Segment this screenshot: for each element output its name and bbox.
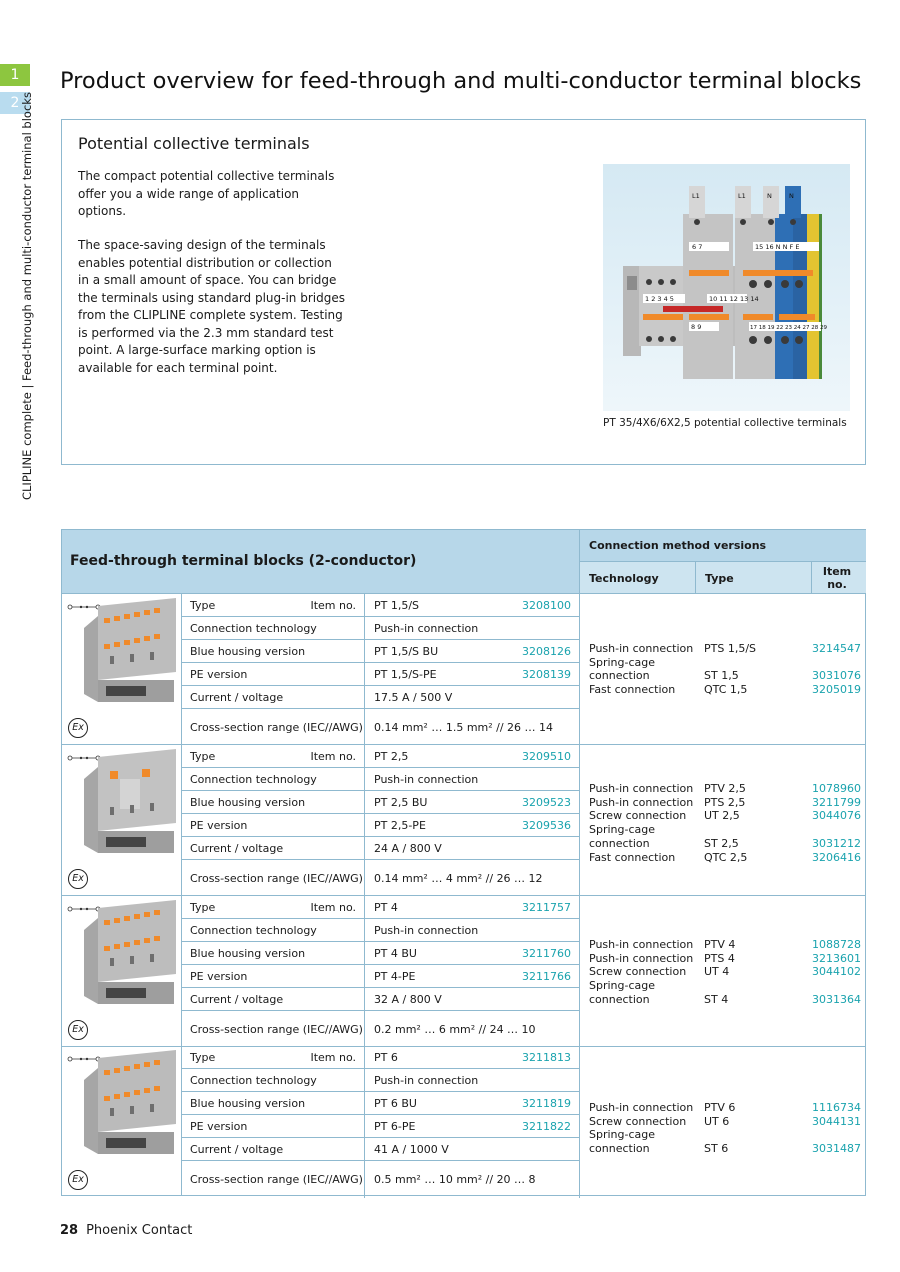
spec-label: Connection technology <box>190 924 317 937</box>
connection-item-number[interactable]: 3211799 <box>812 795 861 809</box>
connection-technology: Spring-cage connection <box>589 823 656 850</box>
connection-row <box>589 642 861 656</box>
spec-value: PT 4-PE <box>374 970 416 983</box>
spec-value-cell <box>366 896 580 918</box>
product-image-cell <box>62 594 182 744</box>
spec-value: PT 1,5/S-PE <box>374 668 437 681</box>
spec-value-cell <box>366 814 580 836</box>
spec-row <box>182 640 580 663</box>
column-header-technology <box>580 562 696 594</box>
connection-row <box>589 851 861 865</box>
connection-row <box>589 938 861 952</box>
spec-row <box>182 814 580 837</box>
item-number-link[interactable]: 3208139 <box>522 668 571 681</box>
spec-value: Push-in connection <box>374 924 479 937</box>
connection-list <box>589 938 861 1007</box>
item-number-link[interactable]: 3211760 <box>522 947 571 960</box>
spec-label-cell <box>182 791 365 813</box>
spec-label: Cross-section range (IEC//AWG) <box>190 721 363 734</box>
product-group <box>62 1046 866 1197</box>
spec-value-cell <box>366 617 580 639</box>
spec-row <box>182 594 580 617</box>
photo-label-top-2: L1 <box>738 192 746 200</box>
spec-label-cell <box>182 860 365 897</box>
spec-value: PT 2,5 BU <box>374 796 428 809</box>
connection-row <box>589 823 861 850</box>
connection-type: UT 4 <box>704 965 730 979</box>
spec-label: Connection technology <box>190 1074 317 1087</box>
spec-value: PT 1,5/S <box>374 599 420 612</box>
product-group <box>62 594 866 745</box>
spec-label-cell <box>182 814 365 836</box>
column-header-item-no <box>812 562 866 594</box>
spec-label: PE version <box>190 668 248 681</box>
connection-technology: Fast connection <box>589 850 676 864</box>
ex-approval-icon: Ex <box>68 718 88 738</box>
spec-value: 32 A / 800 V <box>374 993 442 1006</box>
spec-value-cell <box>366 1069 580 1091</box>
connection-row <box>589 656 861 683</box>
spec-label: Blue housing version <box>190 947 306 960</box>
photo-caption: PT 35/4X6/6X2,5 potential collective terminals <box>603 417 847 429</box>
spec-label: PE version <box>190 970 248 983</box>
spec-label-cell <box>182 988 365 1010</box>
connection-technology: Push-in connection <box>589 951 694 965</box>
spec-row <box>182 1161 580 1198</box>
spec-row <box>182 791 580 814</box>
intro-heading: Potential collective terminals <box>78 134 310 153</box>
spec-sublabel: Item no. <box>310 599 356 612</box>
spec-value: PT 4 <box>374 901 398 914</box>
item-number-link[interactable]: 3209523 <box>522 796 571 809</box>
item-number-link[interactable]: 3211819 <box>522 1097 571 1110</box>
spec-value-cell <box>366 860 580 897</box>
spec-value-cell <box>366 837 580 859</box>
ex-approval-icon: Ex <box>68 1020 88 1040</box>
terminal-assembly-illustration <box>603 164 850 411</box>
connection-type: PTV 6 <box>704 1101 736 1114</box>
connection-item-number[interactable]: 3214547 <box>812 642 861 655</box>
spec-label: Cross-section range (IEC//AWG) <box>190 872 363 885</box>
connection-item-number[interactable]: 3044102 <box>812 965 861 979</box>
spec-row <box>182 896 580 919</box>
photo-label-row2: 1 2 3 4 5 <box>645 295 674 303</box>
spec-row <box>182 919 580 942</box>
photo-label-top-1: L1 <box>692 192 700 200</box>
spec-value: Push-in connection <box>374 622 479 635</box>
spec-row <box>182 617 580 640</box>
spec-value: 41 A / 1000 V <box>374 1143 449 1156</box>
spec-value-cell <box>366 1092 580 1114</box>
spec-row <box>182 768 580 791</box>
spec-label: Blue housing version <box>190 1097 306 1110</box>
photo-label-row1-right: 15 16 N N F E <box>755 243 800 251</box>
connection-type: PTS 1,5/S <box>704 642 757 655</box>
product-table <box>61 529 866 1196</box>
column-header-type-label: Type <box>705 572 734 585</box>
spec-label: Type <box>190 901 216 914</box>
terminal-block-photo <box>80 1050 178 1156</box>
connection-item-number[interactable]: 3031212 <box>812 836 861 850</box>
spec-row <box>182 1046 580 1069</box>
spec-row <box>182 965 580 988</box>
connection-list <box>589 642 861 697</box>
spec-value: Push-in connection <box>374 1074 479 1087</box>
spec-value-cell <box>366 686 580 708</box>
connection-row <box>589 809 861 823</box>
connection-item-number[interactable]: 1088728 <box>812 938 861 951</box>
spec-value-cell <box>366 965 580 987</box>
spec-label: PE version <box>190 819 248 832</box>
intro-box <box>61 119 866 465</box>
spec-label: Blue housing version <box>190 645 306 658</box>
spec-label-cell <box>182 896 365 918</box>
spec-value-cell <box>366 745 580 767</box>
connection-technology: Push-in connection <box>589 642 694 655</box>
spec-value: 0.14 mm² … 4 mm² // 26 … 12 <box>374 872 543 885</box>
spec-row <box>182 745 580 768</box>
chapter-tab-1[interactable]: 1 <box>0 64 30 86</box>
connection-row <box>589 979 861 1006</box>
connection-row <box>589 952 861 966</box>
photo-label-row3-right: 17 18 19 22 23 24 27 28 29 <box>750 325 827 331</box>
page-footer <box>60 1223 192 1238</box>
terminal-block-photo <box>80 598 178 704</box>
spec-value-cell <box>366 663 580 685</box>
product-group <box>62 745 866 896</box>
connection-technology: Spring-cage connection <box>589 979 656 1006</box>
spec-value-cell <box>366 709 580 746</box>
photo-label-top-4: N <box>789 192 794 200</box>
page-title: Product overview for feed-through and multi-conductor terminal blocks <box>60 68 862 94</box>
product-image-cell <box>62 1046 182 1196</box>
intro-paragraph-1: The compact potential collective terminals offer you a wide range of application options. <box>78 169 335 218</box>
connection-item-number[interactable]: 3044131 <box>812 1114 861 1128</box>
spec-label-cell <box>182 942 365 964</box>
spec-value: 24 A / 800 V <box>374 842 442 855</box>
spec-row <box>182 1092 580 1115</box>
ex-approval-icon: Ex <box>68 1170 88 1190</box>
spec-label-cell <box>182 663 365 685</box>
connection-list <box>589 782 861 864</box>
spec-value: PT 1,5/S BU <box>374 645 439 658</box>
connection-row <box>589 782 861 796</box>
connection-type: PTS 2,5 <box>704 795 746 809</box>
spec-row <box>182 709 580 746</box>
spec-label: Cross-section range (IEC//AWG) <box>190 1023 363 1036</box>
connection-technology: Push-in connection <box>589 782 694 795</box>
spec-value-cell <box>366 768 580 790</box>
spec-label-cell <box>182 617 365 639</box>
spec-value: Push-in connection <box>374 773 479 786</box>
spec-value-cell <box>366 1046 580 1068</box>
spec-row <box>182 860 580 897</box>
spec-label: Type <box>190 1051 216 1064</box>
spec-label-cell <box>182 594 365 616</box>
connection-type: QTC 2,5 <box>704 850 748 864</box>
spec-label-cell <box>182 768 365 790</box>
connection-versions-cell <box>580 745 866 895</box>
photo-label-row2-mid: 10 11 12 13 14 <box>709 295 759 303</box>
spec-label: Connection technology <box>190 773 317 786</box>
connection-versions-cell <box>580 1046 866 1196</box>
spec-label: Type <box>190 599 216 612</box>
product-photo <box>603 164 850 411</box>
connection-type: ST 6 <box>704 1142 729 1156</box>
spec-value-cell <box>366 1138 580 1160</box>
connection-item-number[interactable]: 3031487 <box>812 1142 861 1156</box>
ex-approval-icon: Ex <box>68 869 88 889</box>
connection-row <box>589 796 861 810</box>
column-header-technology-label: Technology <box>589 572 659 585</box>
spec-value: PT 2,5 <box>374 750 409 763</box>
item-number-link[interactable]: 3211766 <box>522 970 571 983</box>
company-name: Phoenix Contact <box>86 1223 193 1238</box>
connection-type: ST 4 <box>704 992 729 1006</box>
spec-value-cell <box>366 594 580 616</box>
spec-value: PT 4 BU <box>374 947 417 960</box>
item-number-link[interactable]: 3211822 <box>522 1120 571 1133</box>
spec-row <box>182 988 580 1011</box>
spec-label-cell <box>182 1092 365 1114</box>
spec-label: Cross-section range (IEC//AWG) <box>190 1173 363 1186</box>
connection-item-number[interactable]: 1078960 <box>812 782 861 795</box>
spec-label-cell <box>182 640 365 662</box>
connection-versions-cell <box>580 594 866 744</box>
connection-type: PTS 4 <box>704 951 735 965</box>
spec-label-cell <box>182 709 365 746</box>
photo-label-row1: 6 7 <box>692 243 703 251</box>
spec-row <box>182 942 580 965</box>
connection-type: ST 1,5 <box>704 669 739 683</box>
spec-row <box>182 1138 580 1161</box>
spec-row <box>182 663 580 686</box>
item-number-link[interactable]: 3208100 <box>522 599 571 612</box>
spec-row <box>182 1115 580 1138</box>
spec-value-cell <box>366 1115 580 1137</box>
intro-paragraph-2: The space-saving design of the terminals enables potential distribution or collection in a small amount of space. You can bridge the terminals using standard plug-in bridges from the CLIPLINE complete system. Testing is performed via the 2.3 mm standard test point. A large-surface marking option is available for each terminal point. <box>78 238 345 375</box>
spec-label-cell <box>182 1046 365 1068</box>
item-number-link[interactable]: 3211813 <box>522 1051 571 1064</box>
connection-item-number[interactable]: 3205019 <box>812 683 861 697</box>
spec-label: Current / voltage <box>190 1143 284 1156</box>
connection-item-number[interactable]: 3213601 <box>812 951 861 965</box>
spec-value: PT 6 BU <box>374 1097 417 1110</box>
side-running-title: CLIPLINE complete | Feed-through and multi-conductor terminal blocks <box>20 92 34 500</box>
connection-item-number[interactable]: 3206416 <box>812 850 861 864</box>
spec-value-cell <box>366 791 580 813</box>
item-number-link[interactable]: 3209536 <box>522 819 571 832</box>
connection-technology: Screw connection <box>589 809 687 823</box>
connection-item-number[interactable]: 1116734 <box>812 1101 861 1114</box>
product-image-cell <box>62 896 182 1046</box>
connection-technology: Spring-cage connection <box>589 1128 656 1156</box>
spec-value: PT 6-PE <box>374 1120 416 1133</box>
spec-label: Connection technology <box>190 622 317 635</box>
spec-value-cell <box>366 988 580 1010</box>
connection-technology: Push-in connection <box>589 938 694 951</box>
connection-technology: Push-in connection <box>589 795 694 809</box>
spec-value-cell <box>366 942 580 964</box>
spec-label-cell <box>182 745 365 767</box>
connection-type: ST 2,5 <box>704 836 739 850</box>
spec-label-cell <box>182 1161 365 1198</box>
spec-row <box>182 837 580 860</box>
spec-label: PE version <box>190 1120 248 1133</box>
spec-label-cell <box>182 686 365 708</box>
spec-value-cell <box>366 1161 580 1198</box>
table-title: Feed-through terminal blocks (2-conductor) <box>70 553 417 569</box>
spec-value-cell <box>366 919 580 941</box>
spec-value: PT 6 <box>374 1051 398 1064</box>
spec-label-cell <box>182 1115 365 1137</box>
product-group <box>62 896 866 1047</box>
item-number-link[interactable]: 3208126 <box>522 645 571 658</box>
spec-label-cell <box>182 1011 365 1048</box>
spec-row <box>182 686 580 709</box>
product-image-cell <box>62 745 182 895</box>
connection-item-number[interactable]: 3031364 <box>812 992 861 1006</box>
spec-sublabel: Item no. <box>310 901 356 914</box>
spec-value: 0.14 mm² … 1.5 mm² // 26 … 14 <box>374 721 554 734</box>
chapter-tab-2[interactable]: 2 <box>0 92 30 114</box>
spec-label-cell <box>182 965 365 987</box>
photo-label-row3: 8 9 <box>691 323 702 331</box>
spec-value: 0.2 mm² … 6 mm² // 24 … 10 <box>374 1023 536 1036</box>
connection-technology: Screw connection <box>589 1114 687 1128</box>
page-number: 28 <box>60 1223 79 1238</box>
connection-type: PTV 2,5 <box>704 782 746 795</box>
connection-versions-title: Connection method versions <box>589 539 767 552</box>
connection-row <box>589 1101 861 1115</box>
connection-item-number[interactable]: 3044076 <box>812 809 861 823</box>
column-header-item-no-label: Item no. <box>822 565 852 591</box>
connection-type: UT 2,5 <box>704 809 740 823</box>
spec-value: 17.5 A / 500 V <box>374 691 453 704</box>
connection-list <box>589 1101 861 1156</box>
connection-row <box>589 1115 861 1129</box>
spec-label: Blue housing version <box>190 796 306 809</box>
spec-row <box>182 1011 580 1048</box>
spec-label: Current / voltage <box>190 691 284 704</box>
connection-type: PTV 4 <box>704 938 736 951</box>
spec-label: Current / voltage <box>190 842 284 855</box>
spec-value: 0.5 mm² … 10 mm² // 20 … 8 <box>374 1173 536 1186</box>
connection-versions-header <box>580 530 866 562</box>
connection-technology: Fast connection <box>589 683 676 697</box>
item-number-link[interactable]: 3211757 <box>522 901 571 914</box>
connection-item-number[interactable]: 3031076 <box>812 669 861 683</box>
item-number-link[interactable]: 3209510 <box>522 750 571 763</box>
spec-value-cell <box>366 640 580 662</box>
spec-row <box>182 1069 580 1092</box>
connection-technology: Spring-cage connection <box>589 655 656 683</box>
connection-row <box>589 683 861 697</box>
connection-versions-cell <box>580 896 866 1046</box>
spec-sublabel: Item no. <box>310 1051 356 1064</box>
photo-label-top-3: N <box>767 192 772 200</box>
table-title-cell <box>62 530 580 594</box>
spec-value-cell <box>366 1011 580 1048</box>
spec-label: Type <box>190 750 216 763</box>
spec-sublabel: Item no. <box>310 750 356 763</box>
connection-row <box>589 1128 861 1155</box>
column-header-type <box>696 562 812 594</box>
connection-row <box>589 965 861 979</box>
connection-technology: Push-in connection <box>589 1101 694 1114</box>
spec-value: PT 2,5-PE <box>374 819 426 832</box>
spec-label: Current / voltage <box>190 993 284 1006</box>
terminal-block-photo <box>80 900 178 1006</box>
connection-type: UT 6 <box>704 1114 730 1128</box>
spec-label-cell <box>182 1069 365 1091</box>
terminal-block-photo <box>80 749 178 855</box>
connection-technology: Screw connection <box>589 965 687 979</box>
spec-label-cell <box>182 837 365 859</box>
connection-type: QTC 1,5 <box>704 683 748 697</box>
spec-label-cell <box>182 1138 365 1160</box>
spec-label-cell <box>182 919 365 941</box>
